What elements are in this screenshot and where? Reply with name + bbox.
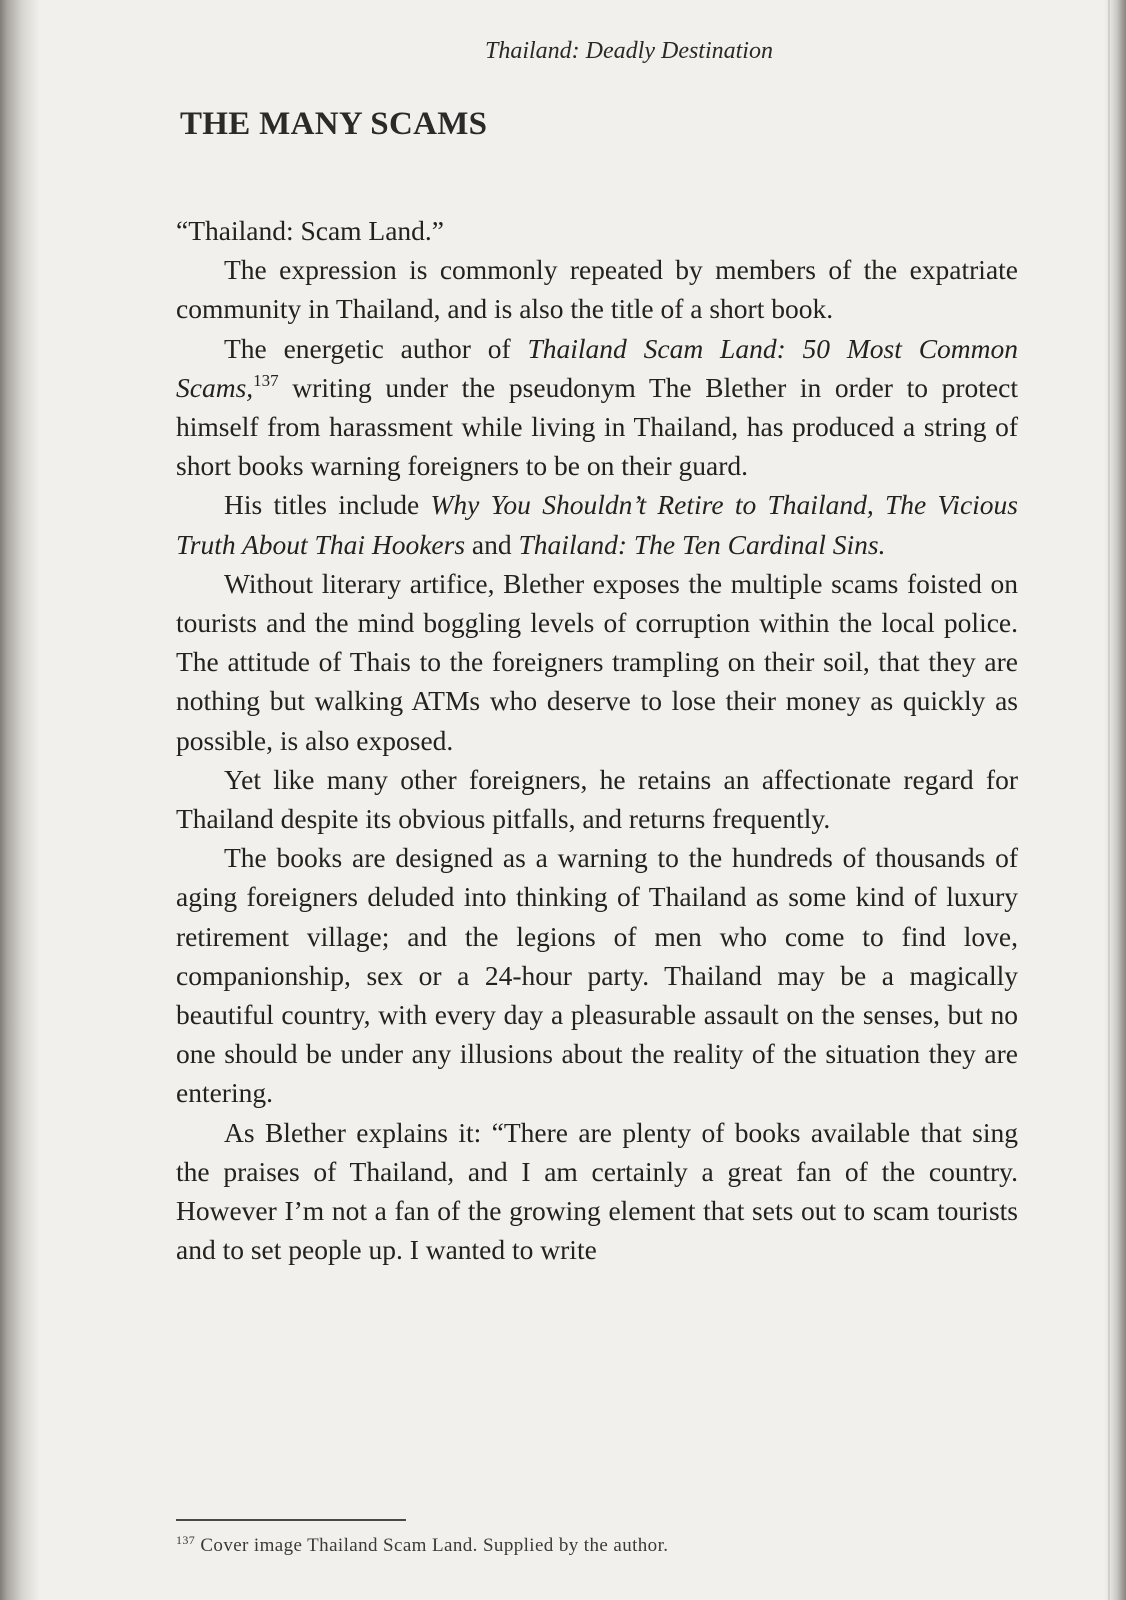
paragraph-affection: Yet like many other foreigners, he retains an affectionate regard for Thailand despite its obvious pitfalls, and returns frequently. xyxy=(176,763,1018,835)
body-text xyxy=(176,211,1018,1269)
footnote xyxy=(176,1535,1018,1557)
book-title-scam-land: Thailand Scam Land: 50 Most Common Scams, xyxy=(176,332,1019,403)
footnote-rule xyxy=(176,1519,406,1521)
paragraph-author xyxy=(176,329,1018,486)
book-title-cardinal-sins: Thailand: The Ten Cardinal Sins. xyxy=(518,528,886,560)
footnote-number: 137 xyxy=(176,1533,196,1547)
paragraph-author-post: writing under the pseudonym The Blether in order to protect himself from harassment while living in Thailand, has produced a string of short books warning foreigners to be on their guard. xyxy=(176,371,1018,482)
running-header: Thailand: Deadly Destination xyxy=(485,38,773,64)
paragraph-artifice: Without literary artifice, Blether exposes the multiple scams foisted on tourists and the mind boggling levels of corruption within the local police. The attitude of Thais to the foreigners trampling on their soil, that they are nothing but walking ATMs who deserve to lose their money as quickly as possible, is also exposed. xyxy=(176,567,1018,756)
paragraph-titles-mid: and xyxy=(465,528,519,560)
paragraph-author-pre: The energetic author of xyxy=(224,332,528,364)
paragraph-titles-pre: His titles include xyxy=(224,489,431,521)
paragraph-titles xyxy=(176,485,1018,563)
footnote-text: Cover image Thailand Scam Land. Supplied by the author. xyxy=(195,1535,669,1556)
paragraph-quote: “Thailand: Scam Land.” xyxy=(176,215,445,246)
paragraph-explains: As Blether explains it: “There are plenty of books available that sing the praises of Thailand, and I am certainly a great fan of the country. However I’m not a fan of the growing element that sets out to scam tourists and to set people up. I wanted to write xyxy=(176,1116,1018,1266)
book-spine-shadow xyxy=(0,0,40,1600)
paragraph-expression: The expression is commonly repeated by members of the expatriate community in Thailand, and is also the title of a short book. xyxy=(176,254,1018,325)
book-titles-list: Why You Shouldn’t Retire to Thailand, The Vicious Truth About Thai Hookers xyxy=(176,489,1018,560)
paragraph-warning: The books are designed as a warning to the hundreds of thousands of aging foreigners deluded into thinking of Thailand as some kind of luxury retirement village; and the legions of men who come to find love, companionship, sex or a 24-hour party. Thailand may be a magically beautiful country, with every day a pleasurable assault on the senses, but no one should be under any illusions about the reality of the situation they are entering. xyxy=(176,842,1018,1109)
chapter-title: THE MANY SCAMS xyxy=(180,106,488,142)
footnote-reference: 137 xyxy=(253,370,279,390)
page-edge xyxy=(1104,0,1126,1600)
